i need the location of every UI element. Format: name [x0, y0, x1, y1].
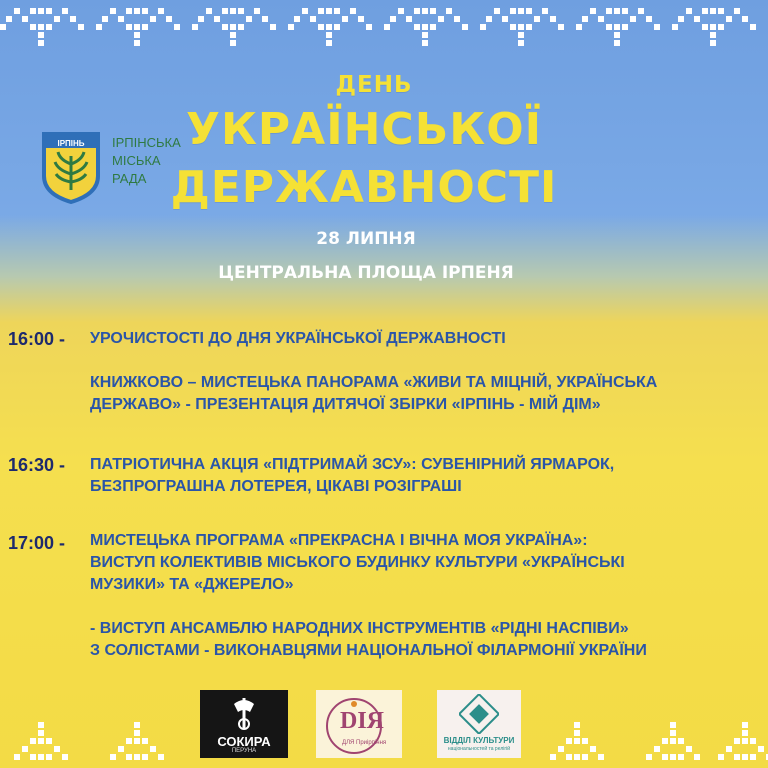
schedule-line: УРОЧИСТОСТІ ДО ДНЯ УКРАЇНСЬКОЇ ДЕРЖАВНОСТІ: [90, 330, 506, 347]
title-line-2: УКРАЇНСЬКОЇ: [186, 104, 542, 155]
partner-subname: ДЛЯ Приірпіння: [342, 740, 387, 746]
schedule-line: ДЕРЖАВО» - ПРЕЗЕНТАЦІЯ ДИТЯЧОЇ ЗБІРКИ «ІРПІНЬ - МІЙ ДІМ»: [90, 396, 601, 413]
partner-logo-sokyra-peruna: [200, 690, 288, 758]
partner-subname: національностей та релігій: [447, 746, 511, 752]
ornament-square-icon: [459, 694, 499, 734]
schedule-line: ВИСТУП КОЛЕКТИВІВ МІСЬКОГО БУДИНКУ КУЛЬТУРИ «УКРАЇНСЬКІ: [90, 554, 625, 571]
partner-logo-culture-department: [437, 690, 521, 758]
schedule-line: [90, 350, 768, 372]
schedule-line: - ВИСТУП АНСАМБЛЮ НАРОДНИХ ІНСТРУМЕНТІВ «РІДНІ НАСПІВИ»: [90, 620, 629, 637]
schedule-line: [90, 596, 768, 618]
title-line-1: ДЕНЬ: [335, 72, 413, 98]
schedule-line: МИСТЕЦЬКА ПРОГРАМА «ПРЕКРАСНА І ВІЧНА МОЯ УКРАЇНА»:: [90, 532, 588, 549]
schedule-item-3: [90, 530, 768, 662]
partner-name: СОКИРА: [217, 734, 271, 749]
organizer-line-3: РАДА: [112, 171, 147, 186]
event-place: ЦЕНТРАЛЬНА ПЛОЩА ІРПЕНЯ: [218, 263, 514, 283]
schedule-item-1: [90, 328, 768, 416]
schedule-line: БЕЗПРОГРАШНА ЛОТЕРЕЯ, ЦІКАВІ РОЗІГРАШІ: [90, 478, 462, 495]
axe-icon: [228, 694, 260, 732]
embroidery-ornament-top: [0, 0, 768, 60]
partner-logo-diya: [316, 690, 402, 758]
schedule-line: МУЗИКИ» ТА «ДЖЕРЕЛО»: [90, 576, 294, 593]
event-date: 28 ЛИПНЯ: [316, 229, 416, 249]
schedule-line: ПАТРІОТИЧНА АКЦІЯ «ПІДТРИМАЙ ЗСУ»: СУВЕНІРНИЙ ЯРМАРОК,: [90, 456, 615, 473]
schedule-item-2: [90, 454, 768, 498]
schedule-time-1: 16:00 -: [8, 329, 66, 349]
schedule-time-3: 17:00 -: [8, 533, 66, 553]
schedule-line: КНИЖКОВО – МИСТЕЦЬКА ПАНОРАМА «ЖИВИ ТА МІЦНІЙ, УКРАЇНСЬКА: [90, 374, 658, 391]
partner-name: ВІДДІЛ КУЛЬТУРИ: [443, 736, 515, 745]
partner-name: DIЯ: [340, 708, 385, 734]
logo-text: ІРПІНЬ: [57, 139, 85, 148]
organizer-line-2: МІСЬКА: [112, 153, 161, 168]
organizer-line-1: ІРПІНСЬКА: [112, 135, 181, 150]
partner-subname: ПЕРУНА: [231, 748, 257, 754]
schedule-line: З СОЛІСТАМИ - ВИКОНАВЦЯМИ НАЦІОНАЛЬНОЇ ФІЛАРМОНІЇ УКРАЇНИ: [90, 642, 647, 659]
title-line-3: ДЕРЖАВНОСТІ: [170, 162, 558, 213]
schedule-time-2: 16:30 -: [8, 455, 66, 475]
